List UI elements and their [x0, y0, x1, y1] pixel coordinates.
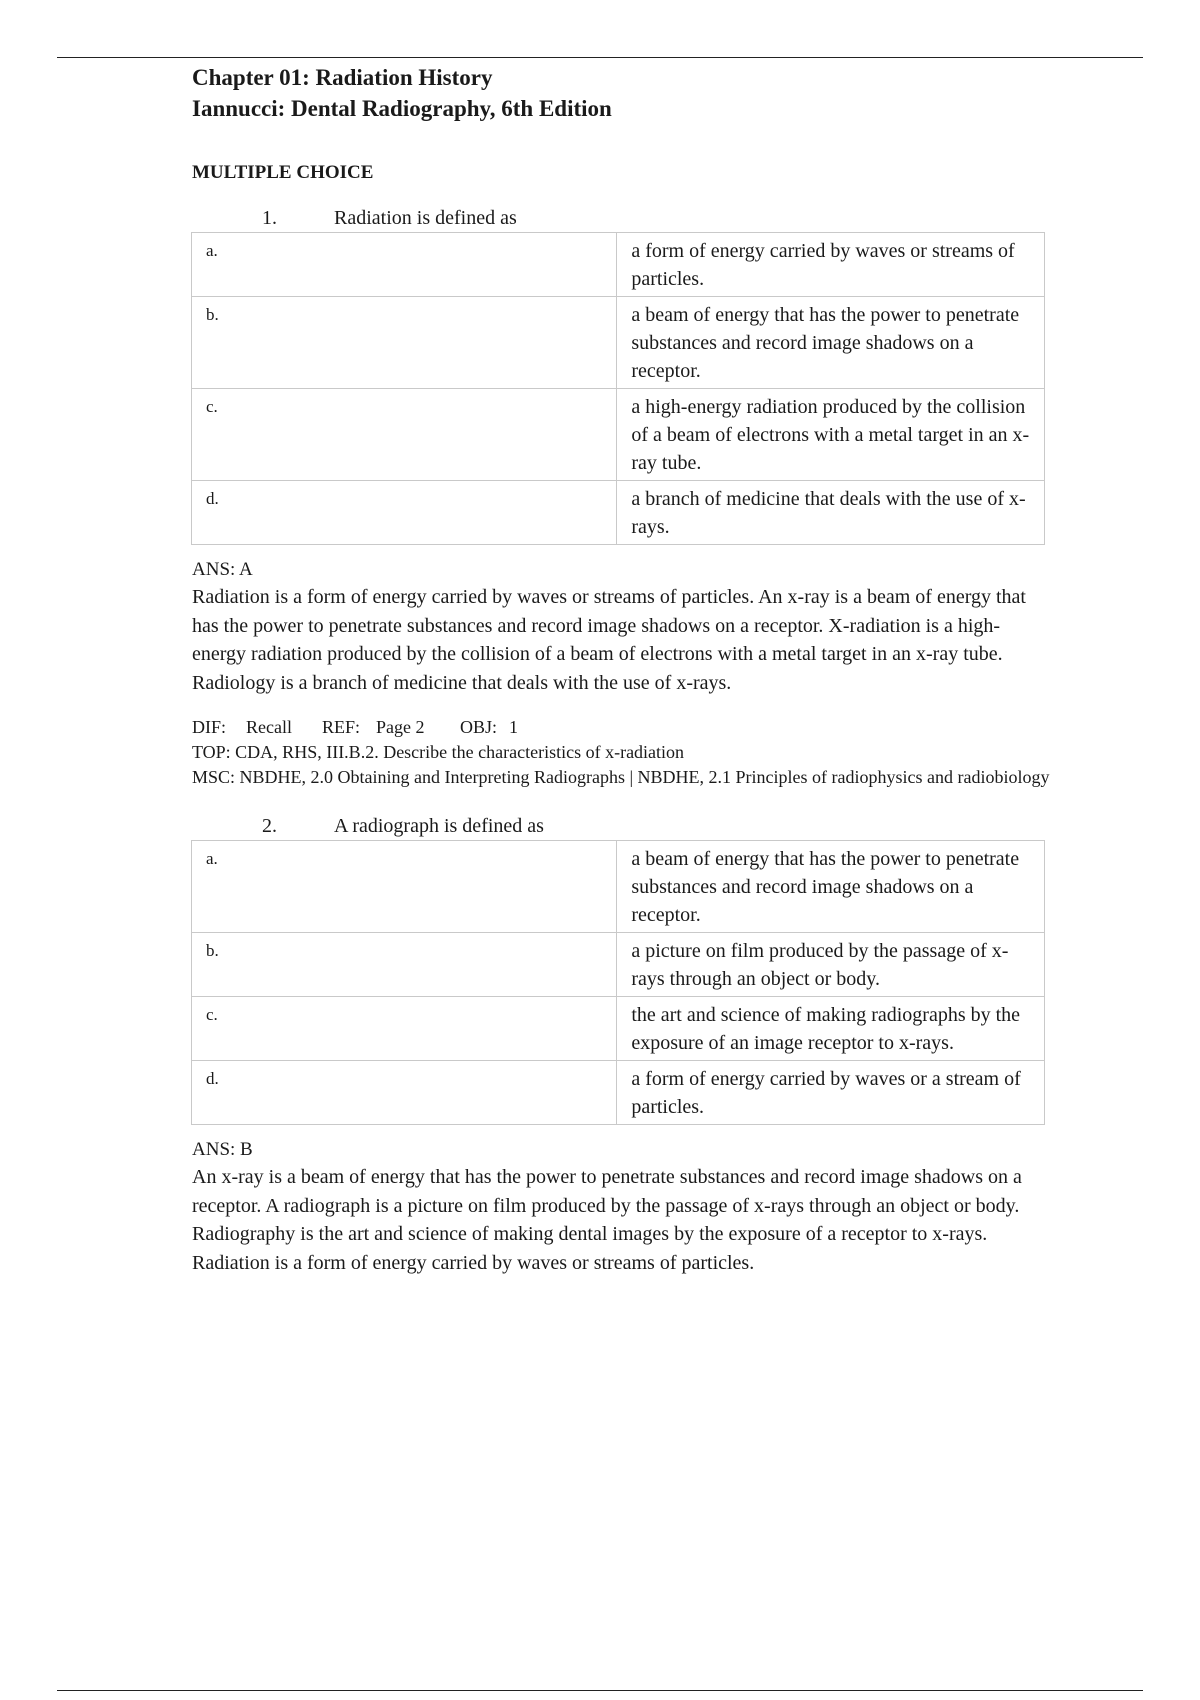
choice-letter: a.: [192, 841, 617, 933]
question-text: A radiograph is defined as: [334, 815, 544, 837]
choice-row: [192, 233, 1045, 297]
answer-key: ANS: B: [192, 1139, 253, 1160]
question-number: 2.: [262, 815, 277, 837]
ref-label: REF:: [322, 717, 361, 737]
choice-row: [192, 297, 1045, 389]
ref-value: Page 2: [376, 717, 425, 737]
question-1-metadata: [192, 715, 1052, 790]
choice-letter: a.: [192, 233, 617, 297]
choice-text: a beam of energy that has the power to penetrate substances and record image shadows on a receptor.: [617, 841, 1045, 933]
choice-text: a high-energy radiation produced by the collision of a beam of electrons with a metal target in an x-ray tube.: [617, 389, 1045, 481]
question-1-stem: [192, 204, 1052, 232]
question-number: 1.: [262, 207, 277, 229]
section-title: MULTIPLE CHOICE: [192, 162, 374, 183]
question-2-choices: [191, 840, 1045, 1125]
question-2-stem: [192, 812, 1052, 840]
answer-key: ANS: A: [192, 559, 253, 580]
choice-row: [192, 1061, 1045, 1125]
document-page: [192, 62, 1052, 1277]
choice-letter: d.: [192, 481, 617, 545]
choice-row: [192, 933, 1045, 997]
msc-line: MSC: NBDHE, 2.0 Obtaining and Interpreting Radiographs | NBDHE, 2.1 Principles of radiophysics and radiobiology: [192, 767, 1050, 787]
choice-text: a picture on film produced by the passage of x-rays through an object or body.: [617, 933, 1045, 997]
choice-row: [192, 389, 1045, 481]
choice-row: [192, 997, 1045, 1061]
choice-letter: c.: [192, 997, 617, 1061]
choice-letter: b.: [192, 297, 617, 389]
top-line: TOP: CDA, RHS, III.B.2. Describe the characteristics of x-radiation: [192, 742, 685, 762]
meta-row: [192, 715, 1052, 740]
top-rule: [57, 57, 1143, 58]
bottom-rule: [57, 1690, 1143, 1691]
dif-value: Recall: [246, 717, 292, 737]
choice-letter: d.: [192, 1061, 617, 1125]
choice-letter: b.: [192, 933, 617, 997]
choice-text: a form of energy carried by waves or streams of particles.: [617, 233, 1045, 297]
choice-text: a form of energy carried by waves or a stream of particles.: [617, 1061, 1045, 1125]
choice-row: [192, 481, 1045, 545]
choice-row: [192, 841, 1045, 933]
chapter-title: Chapter 01: Radiation History: [192, 65, 493, 90]
dif-label: DIF:: [192, 717, 227, 737]
question-text: Radiation is defined as: [334, 207, 517, 229]
choice-text: a beam of energy that has the power to penetrate substances and record image shadows on a receptor.: [617, 297, 1045, 389]
question-1-choices: [191, 232, 1045, 545]
choice-letter: c.: [192, 389, 617, 481]
choice-text: a branch of medicine that deals with the use of x-rays.: [617, 481, 1045, 545]
obj-value: 1: [509, 717, 519, 737]
obj-label: OBJ:: [460, 717, 498, 737]
answer-rationale: An x-ray is a beam of energy that has the power to penetrate substances and record image shadows on a receptor. A radiograph is a picture on film produced by the passage of x-rays through an object or body. Radiography is the art and science of making dental images by the exposure of a receptor to x-rays. Radiation is a form of energy carried by waves or streams of particles.: [192, 1166, 1022, 1274]
book-title: Iannucci: Dental Radiography, 6th Edition: [192, 96, 612, 121]
choice-text: the art and science of making radiographs by the exposure of an image receptor to x-rays.: [617, 997, 1045, 1061]
answer-rationale: Radiation is a form of energy carried by waves or streams of particles. An x-ray is a beam of energy that has the power to penetrate substances and record image shadows on a receptor. X-radiation is a high-energy radiation produced by the collision of a beam of electrons with a metal target in an x-ray tube. Radiology is a branch of medicine that deals with the use of x-rays.: [192, 586, 1026, 694]
